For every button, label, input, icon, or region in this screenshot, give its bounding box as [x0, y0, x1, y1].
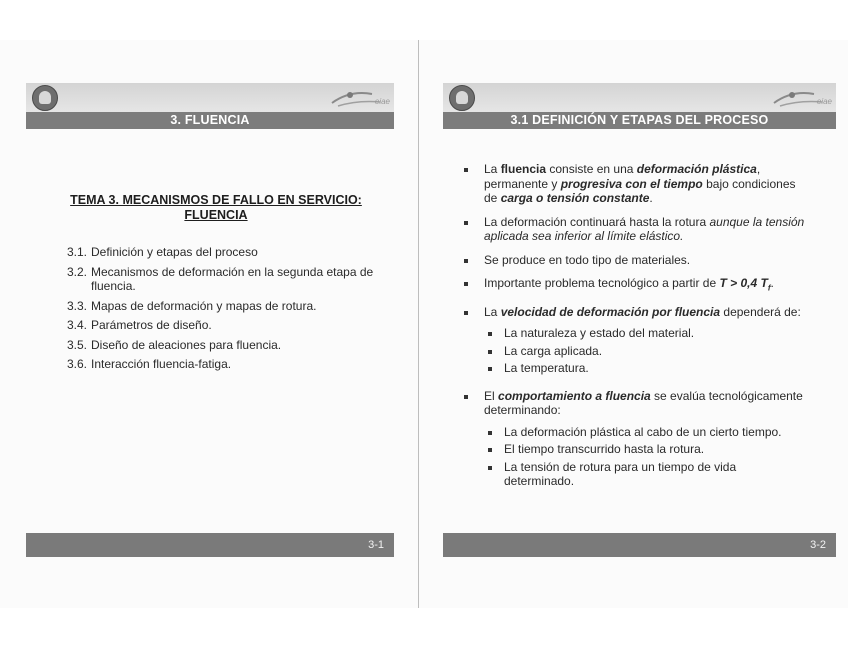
list-item: 3.1. Definición y etapas del proceso: [67, 245, 258, 259]
slide-title: 3.1 DEFINICIÓN Y ETAPAS DEL PROCESO: [443, 112, 836, 129]
sub-list: [459, 425, 809, 489]
bullet-item: El comportamiento a fluencia se evalúa tecnológicamente determinando:: [459, 389, 809, 418]
bullet-item: La velocidad de deformación por fluencia dependerá de:: [459, 305, 809, 320]
slide-footer: [26, 533, 394, 557]
bullet-item: Se produce en todo tipo de materiales.: [459, 253, 809, 268]
slide-title: 3. FLUENCIA: [26, 112, 394, 129]
logo-text: eiae: [816, 97, 832, 106]
list-item: 3.4. Parámetros de diseño.: [67, 318, 212, 332]
page-left: [0, 40, 419, 608]
page-number: 3-2: [810, 539, 826, 551]
list-item: 3.6. Interacción fluencia-fatiga.: [67, 357, 232, 371]
tema-heading: TEMA 3. MECANISMOS DE FALLO EN SERVICIO: FLUENCIA: [70, 193, 362, 222]
page-number: 3-1: [368, 539, 384, 551]
sub-bullet-item: La tensión de rotura para un tiempo de vida determinado.: [459, 460, 809, 489]
table-of-contents: [67, 245, 377, 377]
sub-list: [459, 326, 809, 376]
list-item: 3.3. Mapas de deformación y mapas de rotura.: [67, 298, 317, 313]
sub-bullet-item: La deformación plástica al cabo de un cierto tiempo.: [459, 425, 809, 440]
bullet-item: La deformación continuará hasta la rotura aunque la tensión aplicada sea inferior al límite elástico.: [459, 215, 809, 244]
sub-bullet-item: El tiempo transcurrido hasta la rotura.: [459, 442, 809, 457]
sub-bullet-item: La carga aplicada.: [459, 344, 809, 359]
sub-bullet-item: La temperatura.: [459, 361, 809, 376]
list-item: 3.2. Mecanismos de deformación en la segunda etapa de fluencia.: [67, 264, 374, 293]
sub-bullet-item: La naturaleza y estado del material.: [459, 326, 809, 341]
slide-header: [26, 83, 394, 129]
slide-header: [443, 83, 836, 129]
list-item: 3.5. Diseño de aleaciones para fluencia.: [67, 337, 282, 352]
logo-text: eiae: [374, 97, 390, 106]
university-seal-icon: [32, 85, 58, 111]
university-seal-icon: [449, 85, 475, 111]
bullet-item: La fluencia consiste en una deformación plástica, permanente y progresiva con el tiempo bajo condiciones de carga o tensión constante.: [459, 162, 809, 206]
bullet-item: Importante problema tecnológico a partir de T > 0,4 $T_f$.: [459, 276, 809, 296]
page-right: [419, 40, 848, 608]
slide-footer: [443, 533, 836, 557]
slide-content: [459, 162, 809, 502]
